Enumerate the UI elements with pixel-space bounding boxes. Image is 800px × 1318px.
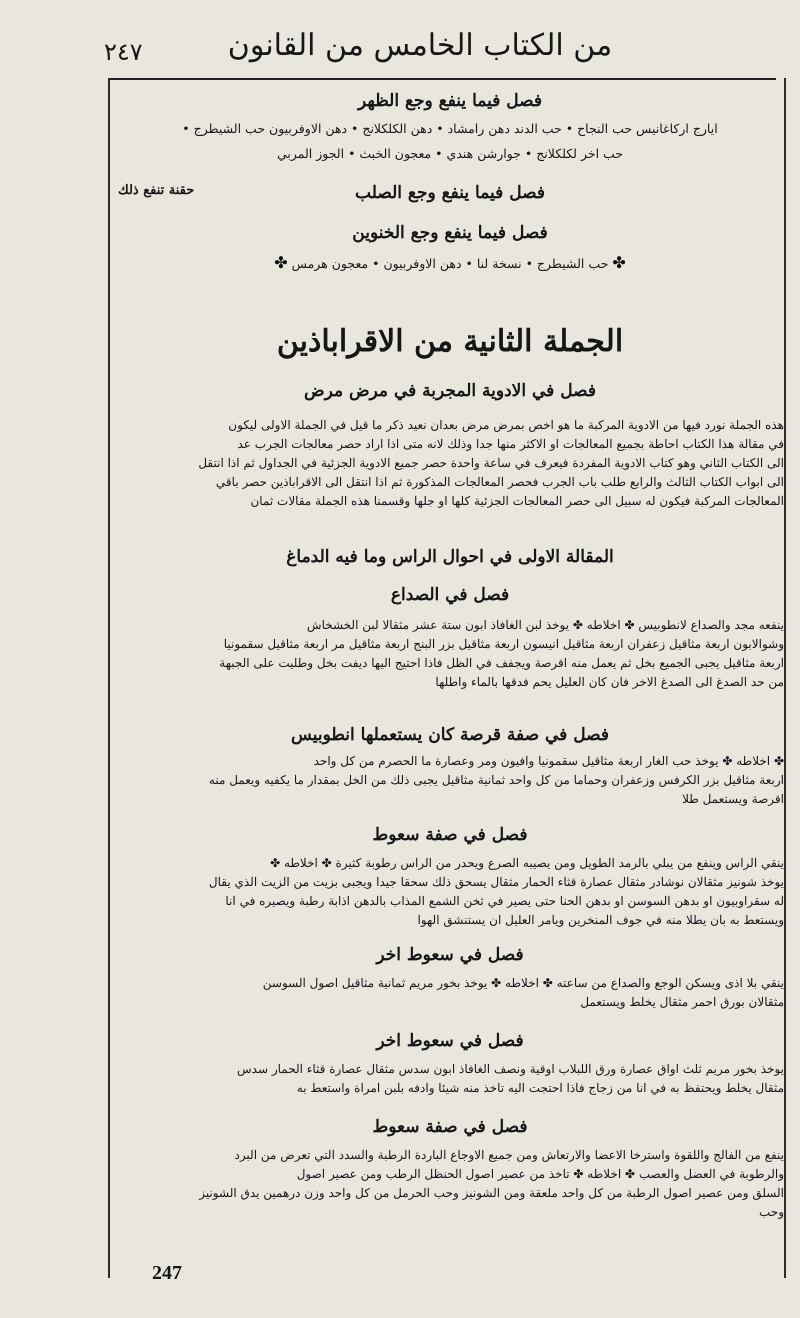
paragraph: ينفعه مجد والصداع لانطوبيس ✤ اخلاطه ✤ يوخذ لبن الغافاذ ابون ستة عشر مثقالا لبن الخشخاش وشوالابون اربعة مثاقيل زعفران اربعة مثاقيل انيسون اربعة مثاقيل بزر البنج اربعة مثاقيل مر اربعة مثاقيل سقمونيا اربعة مثاقيل يجبى الجميع بخل ثم يعمل منه اقرصة ويجفف في الظل فاذا احتيج اليها ديفت بخل وطليت على الجبهة من حد الصدغ الى الصدغ الاخر فان كان العليل يحم فدقها بالماء واطلها [219, 618, 784, 689]
page-number-arabic: ٢٤٧ [104, 38, 143, 66]
text-line: ايارج اركاغانيس حب النجاح • حب الدند دهن رامشاد • دهن الكلكلانج • دهن الاوفربيون حب الشيطرج • [182, 121, 718, 136]
ornament-icon: ✤ [612, 253, 626, 272]
section-heading-tested-remedies: فصل في الادوية المجربة في مرض مرض [304, 381, 596, 401]
paragraph: ينقي الراس وينفع من يبلي بالرمد الطويل ومن يصيبه الصرع ويحدر من الراس رطوبة كثيرة ✤ اخلاطه ✤ يوخذ شونيز مثقالان نوشادر مثقال عصارة قثاء الحمار مثقال يسحق ذلك سحقا جيدا ويجبى بزيت من الزيت الذي يقال له سقراوبيون او بدهن السوسن او بدهن الحنا حتى يصير في ثخن الشمع المذاب بالدهن اذابة رطبة ويصيره في انا ويستعط به بان يطلا منه في جوف المنخرين ويامر العليل ان يستنشق الهوا [208, 856, 784, 927]
page-number: 247 [152, 1262, 182, 1284]
section-heading: فصل في سعوط اخر [376, 1031, 524, 1051]
paragraph: ✤ اخلاطه ✤ يوخذ حب الغار اربعة مثاقيل سقمونيا وافيون ومر وعصارة ما الحصرم من كل واحد اربعة مثاقيل بزر الكرفس وزعفران وحماما من كل واحد ثمانية مثاقيل يجبى ذلك من الخل بمقدار ما يكفيه ويعمل منه اقرصة ويستعمل طلا [208, 754, 784, 806]
running-title: من الكتاب الخامس من القانون [227, 28, 613, 63]
section-heading-spine-pain: فصل فيما ينفع وجع الصلب [355, 183, 545, 203]
ornament-icon: ✤ [274, 253, 288, 272]
paragraph: هذه الجملة نورد فيها من الادوية المركبة ما هو اخص بمرض مرض بعدان نعيد ذكر ما قيل في الجملة الاولى ليكون في مقالة هذا الكتاب احاطة بجميع المعالجات او الاكثر منها جدا وذلك لانه متى اذا اراد حصر معالجات الجرب عد الى الكتاب الثاني وهو كتاب الادوية المفردة فيعرف في ساعة واحدة حصر جميع الادوية الجزئية في الجداول ثم اذا انتقل الى ابواب الكتاب الثالث والرابع طلب باب الجرب فحصر المعالجات المذكورة ثم اذا انتقل الى الاقراباذين حصر باقي المعالجات المركبة فيكون له سبيل الى حصر المعالجات الجزئية كلها او جلها وقسمنا هذه الجملة مقالات ثمان [198, 418, 784, 508]
section-heading-headache: فصل في الصداع [390, 585, 510, 605]
text-line: حب اخر لكلكلانج • جوارشن هندي • معجون الخبث • الجوز المربي [276, 146, 624, 161]
section-heading-snuff: فصل في صفة سعوط [372, 825, 528, 845]
paragraph: يوخذ بخور مريم ثلث اواق عصارة ورق اللبلاب اوقية ونصف الغافاذ ابون سدس مثقال عصارة قثاء الحمار سدس مثقال يخلط ويحتفظ به في انا من زجاج فاذا احتجت اليه تاخذ منه شيئا وادفه بلبن امراة واستعط به [237, 1062, 784, 1095]
section-heading: فصل فيما ينفع وجع الخنوين [352, 223, 548, 243]
paragraph: ينقي بلا اذى ويسكن الوجع والصداع من ساعته ✤ اخلاطه ✤ يوخذ بخور مريم ثمانية مثاقيل اصول السوسن مثقالان بورق احمر مثقال يخلط ويستعمل [262, 976, 784, 1009]
text-line: ✤ حب الشيطرج • نسخة لنا • دهن الاوفربيون • معجون هرمس ✤ [274, 253, 626, 272]
paragraph: ينفع من الفالج واللقوة واسترخا الاعضا والارتعاش ومن جميع الاوجاع الباردة الرطبة والسدد التي تعرض من البرد والرطوبة في العضل والعصب ✤ اخلاطه ✤ تاخذ من عصير اصول الحنظل الرطب ومن عصير اصول السلق ومن عصير اصول الرطبة من كل واحد ملعقة ومن الشونيز وحب الحرمل من كل واحد وزن درهمين يدق الشونيز وحب [199, 1148, 784, 1219]
running-head [0, 14, 800, 74]
side-note: حقنة تنفع ذلك [118, 183, 195, 198]
section-heading: فصل في صفة قرصة كان يستعملها انطوبيس [291, 725, 609, 745]
section-heading: فصل في صفة سعوط [372, 1117, 528, 1137]
section-heading: فصل في سعوط اخر [376, 945, 524, 965]
section-heading-back-pain: فصل فيما ينفع وجع الظهر [357, 91, 543, 111]
chapter-heading: الجملة الثانية من الاقراباذين [276, 324, 624, 359]
maqala-heading: المقالة الاولى في احوال الراس وما فيه الدماغ [286, 547, 614, 567]
